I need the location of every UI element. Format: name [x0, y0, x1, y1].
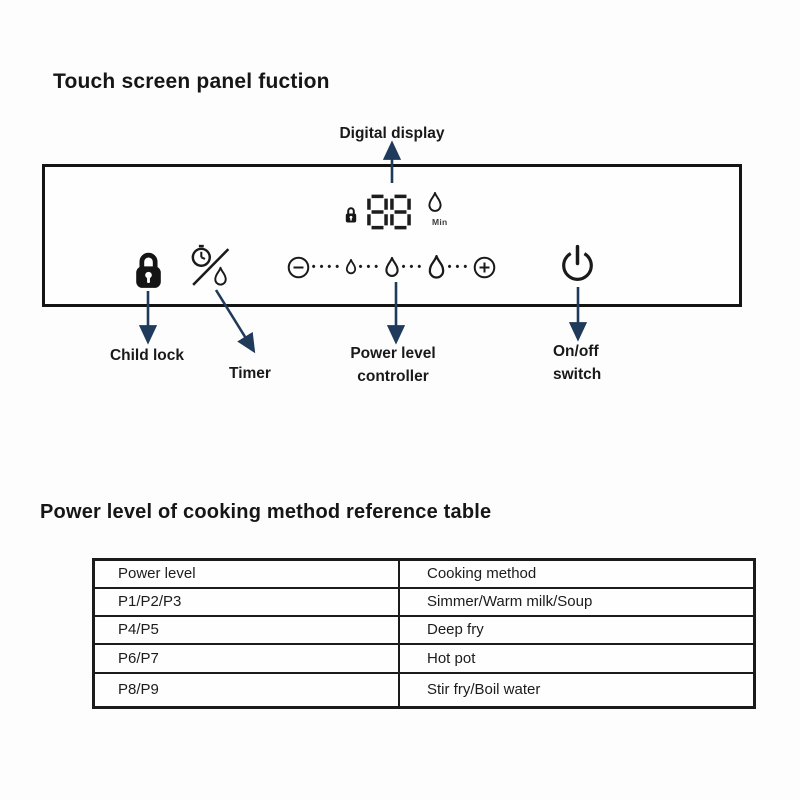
power-level-table	[92, 558, 756, 709]
power-icon	[557, 241, 598, 286]
timer-icon	[187, 243, 234, 290]
table-header-row	[94, 560, 755, 588]
page-title: Touch screen panel fuction	[53, 70, 330, 93]
label-onoff-line2: switch	[553, 366, 602, 383]
dots-separator: •••	[401, 261, 426, 273]
power-level-controller	[287, 252, 496, 282]
table-header-power-level: Power level	[94, 560, 400, 588]
dots-separator: ••••	[311, 261, 344, 273]
table-cell-power-level: P6/P7	[94, 644, 400, 673]
minus-icon	[287, 256, 310, 279]
child-lock-icon	[132, 250, 165, 291]
table-row	[94, 616, 755, 644]
display-unit: Min	[432, 217, 448, 227]
flame-large-icon	[427, 255, 446, 280]
flame-small-icon	[345, 259, 357, 275]
table-cell-cooking-method: Deep fry	[399, 616, 755, 644]
label-timer: Timer	[229, 365, 271, 382]
label-onoff-switch	[553, 340, 601, 386]
table-cell-power-level: P4/P5	[94, 616, 400, 644]
table-cell-power-level: P8/P9	[94, 673, 400, 708]
label-digital-display: Digital display	[339, 125, 445, 142]
table-cell-power-level: P1/P2/P3	[94, 588, 400, 616]
label-onoff-line1: On/off	[553, 343, 599, 360]
table-heading: Power level of cooking method reference table	[40, 501, 492, 523]
flame-indicator-icon	[427, 192, 443, 213]
lock-indicator-icon	[344, 205, 358, 224]
dots-separator: •••	[447, 261, 472, 273]
seven-segment-digits	[366, 193, 412, 231]
plus-icon	[473, 256, 496, 279]
table-cell-cooking-method: Simmer/Warm milk/Soup	[399, 588, 755, 616]
label-power-level-line2: controller	[357, 368, 429, 385]
dots-separator: •••	[358, 261, 383, 273]
table-cell-cooking-method: Hot pot	[399, 644, 755, 673]
label-power-level-line1: Power level	[350, 345, 436, 362]
flame-medium-icon	[384, 257, 400, 278]
label-power-level-controller	[333, 342, 453, 388]
label-child-lock: Child lock	[109, 347, 185, 364]
table-header-cooking-method: Cooking method	[399, 560, 755, 588]
table-row	[94, 644, 755, 673]
table-row	[94, 673, 755, 708]
table-row	[94, 588, 755, 616]
table-cell-cooking-method: Stir fry/Boil water	[399, 673, 755, 708]
